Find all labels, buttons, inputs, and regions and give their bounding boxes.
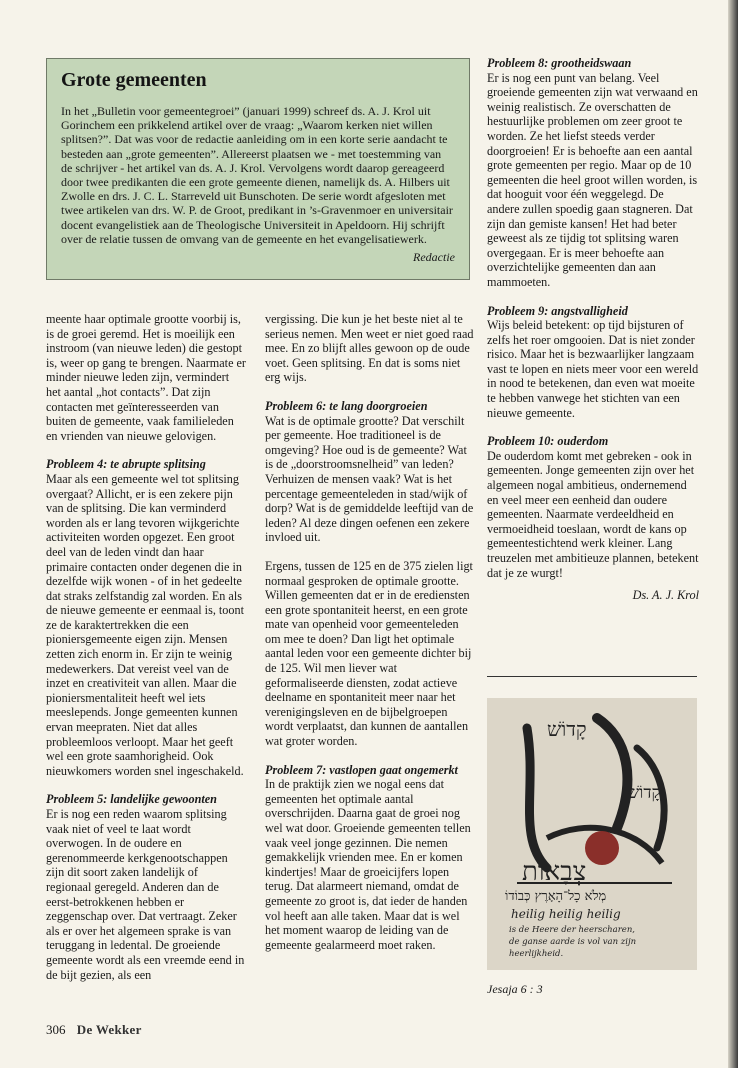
column-3 [487, 56, 699, 603]
paragraph: Ergens, tussen de 125 en de 375 zielen ligt normaal gesproken de optimale grootte. Willen gemeenten dat er in de erediensten een grote spontaniteit heerst, en een grote mate van openheid voor gemeenteleden om mee te doen? Dan ligt het optimale aantal leden voor een gemeente dichter bij de 125. Wil men liever wat geformaliseerde diensten, zodat actieve deelname en spontaniteit meer naar het verenigingsleven en de bijbelgroepen wordt verplaatst, dan kunnen de aantallen wat groter worden. [265, 558, 473, 749]
intro-box [46, 58, 470, 280]
paragraph: Er is nog een reden waarom splitsing vaak niet of veel te laat wordt overwogen. In de oudere en gerenommeerde kerkgenootschappen zijn dit soort zaken landelijk of regionaal geregeld. Anderen dan de eerst-betrokkenen hebben er zeggenschap over. Dat vertraagt. Zeker als er over het algemeen sprake is van teruggang in ledental. De groeiende gemeente wordt als een vreemde eend in de bijt gezien, als een [46, 807, 245, 982]
hebrew-bottom: מְלֹא כָל־הָאָרֶץ כְּבוֹדוֹ [505, 889, 607, 904]
paragraph: Er is nog een punt van belang. Veel groeiende gemeenten zijn wat verwaand en weinig realistisch. Ze overschatten de hestuurlijke problemen om zeer groot te worden. Ze het liefst steeds verder doorgroeien! Er is behoefte aan een aantal grote gemeenten per regio. Maar op de 10 gemeenten die heel groot willen worden, is dat hooguit voor één weggelegd. De andere zullen spoedig gaan stagneren. Dat zijn dan gemiste kansen! Het had beter geweest als ze tijdig tot splitsing waren overgegaan. Er is meer behoefte aan overzichtelijke gemeenten dan aan mammoeten. [487, 70, 698, 289]
calligraphy-svg [487, 698, 697, 970]
calligraphy-artwork [487, 698, 697, 970]
section-heading: Probleem 4: te abrupte splitsing [46, 457, 206, 472]
section-heading: Probleem 10: ouderdom [487, 434, 609, 449]
hebrew-top: קָדוֹשׁ [547, 717, 587, 741]
column-1 [46, 312, 246, 982]
magazine-name: De Wekker [76, 1022, 142, 1037]
hebrew-right: קָדוֹשׁ [627, 783, 661, 803]
page-footer [46, 1022, 142, 1038]
hebrew-mid: צְבָאוֹת [522, 857, 587, 887]
script-line-1: heilig heilig heilig [511, 907, 621, 921]
paragraph: Maar als een gemeente wel tot splitsing overgaat? Allicht, er is een zekere pijn van de splitsing. Die kan verminderd worden als er lang tevoren wijkgerichte activiteiten worden opgezet. Een groot deel van de leden vindt dan haar primaire contacten onder degenen die in dezelfde wijk wonen - of in het gedeelte dat straks zelfstandig zal worden. En als de nieuwe gemeente er eenmaal is, toont ze de karaktertrekken die een pioniersgemeente eigen zijn. Mensen zetten zich enorm in. Er zijn te weinig medewerkers. Dat vereist veel van de inzet en creativiteit van allen. Maar die pioniersmentaliteit heeft wel iets meeslepends. Jonge gemeenten kunnen ervan meepraten. Niet dat alles probleemloos verloopt. Maar het geeft wel een grote saamhorigheid. Ook nieuwkomers worden snel ingeschakeld. [46, 471, 244, 778]
author-signature: Ds. A. J. Krol [632, 588, 699, 603]
page-binding-edge [728, 0, 738, 1068]
section-heading: Probleem 9: angstvalligheid [487, 303, 628, 318]
paragraph: De ouderdom komt met gebreken - ook in gemeenten. Jonge gemeenten zijn over het algemeen nogal ambitieus, ondernemend en veel meer een eenheid dan oudere gemeenten. Naarmate verdeeldheid en vermoeidheid toeslaan, wordt de kans op gemeentestichtend werk kleiner. Lang treuzelen met ambitieuze plannen, betekent dat je ze wurgt! [487, 448, 699, 580]
section-heading: Probleem 8: grootheidswaan [487, 56, 632, 70]
section-heading: Probleem 7: vastlopen gaat ongemerkt [265, 762, 458, 777]
script-line-2: is de Heere der heerscharen, [509, 925, 635, 935]
page-number: 306 [46, 1022, 66, 1037]
divider [487, 676, 697, 677]
script-line-3: de ganse aarde is vol van zijn [509, 937, 637, 947]
script-line-4: heerlijkheid. [509, 949, 564, 959]
article-title: Grote gemeenten [61, 69, 207, 91]
paragraph: meente haar optimale grootte voorbij is, is de groei geremd. Het is moeilijk een instroom (van nieuwe leden) die gestopt is, weer op gang te brengen. Naarmate er minder nieuwe leden zijn, vermindert het aantal „hot contacts”. Dat zijn contacten met geïnteresseerden van buiten de gemeente, vaak familieleden en vrienden van nieuwe gelovigen. [46, 312, 246, 443]
artwork-caption: Jesaja 6 : 3 [487, 982, 543, 996]
column-2 [265, 312, 475, 952]
section-heading: Probleem 5: landelijke gewoonten [46, 792, 217, 807]
section-heading: Probleem 6: te lang doorgroeien [265, 398, 428, 413]
paragraph: In de praktijk zien we nogal eens dat gemeenten het optimale aantal overschrijden. Daarna gaat de groei nog wel wat door. Groeiende gemeenten tellen vaak veel jonge gezinnen. Die nemen gemakkelijk vrienden mee. En er komen kindertjes! Maar de groeicijfers lopen terug. Dat alarmeert niemand, omdat de gemeente zo groot is, dat ieder de handen vol heeft aan alle taken. Maar dat is wel het moment waarop de leiding van de gemeente gealarmeerd moet raken. [265, 777, 471, 952]
intro-text: In het „Bulletin voor gemeentegroei” (januari 1999) schreef ds. A. J. Krol uit Gorinchem een prikkelend artikel over de vraag: „Waarom kerken niet willen splitsen?”. Dat was voor de redactie aanleiding om in een korte serie aandacht te besteden aan „grote gemeenten”. Allereerst plaatsen we - met toestemming van de schrijver - het artikel van ds. A. J. Krol. Vervolgens wordt daarop gereageerd door twee predikanten die een grote gemeente dienen, namelijk ds. A. Hilbers uit Zwolle en drs. J. C. L. Starreveld uit Bunschoten. De serie wordt afgesloten met twee artikelen van drs. W. P. de Groot, predikant in ’s-Gravenmoer en universitair docent evangelistiek aan de Theologische Universiteit in Apeldoorn. Hij schrijft over de relatie tussen de omvang van de gemeente en het evangelisatiewerk. [61, 104, 453, 246]
intro-signature: Redactie [413, 250, 455, 265]
paragraph: vergissing. Die kun je het beste niet al te serieus nemen. Men weet er niet goed raad mee. En zo blijft alles gewoon op de oude voet. Geen splitsing. En dat is soms niet erg wijs. [265, 312, 474, 385]
paragraph: Wijs beleid betekent: op tijd bijsturen of zelfs het roer omgooien. Dat is niet zonder risico. Maar het is bezwaarlijker langzaam vast te lopen en niets meer voor een wereld in nood te betekenen, dan even wat moeite te hebben vanwege het stichten van een nieuwe gemeente. [487, 318, 699, 420]
paragraph: Wat is de optimale grootte? Dat verschilt per gemeente. Hoe traditioneel is de omgeving? Hoe oud is de gemeente? Wat is de „doorstroomsnelheid” van leden? Verhuizen de mensen vaak? Wat is het percentage gemeenteleden in stad/wijk of dorp? Wat is de gemiddelde leeftijd van de leden? Al deze dingen oefenen een zekere invloed uit. [265, 413, 474, 545]
